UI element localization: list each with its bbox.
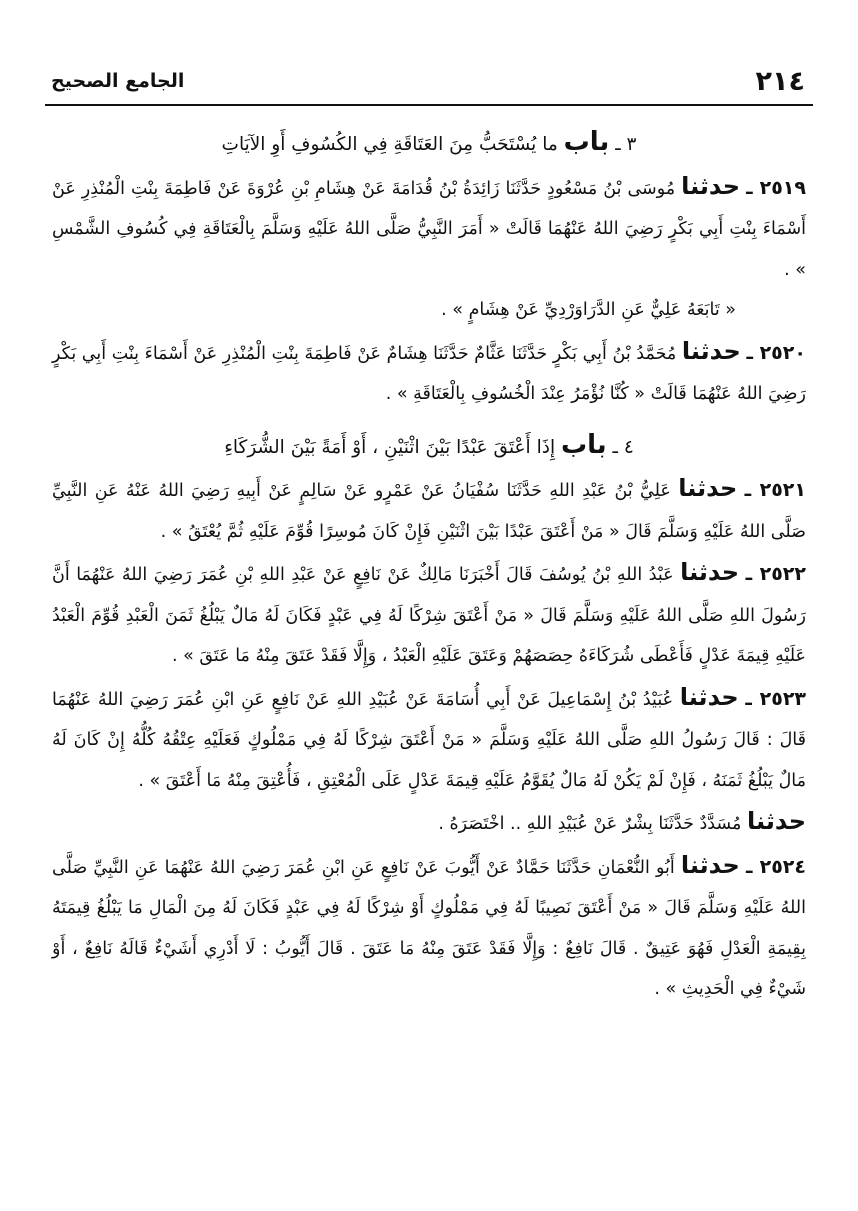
running-title: الجامع الصحيح [51, 70, 185, 92]
hadith-text: عَلِيُّ بْنُ عَبْدِ اللهِ حَدَّثَنَا سُفْيَانُ عَنْ عَمْرٍو عَنْ سَالِمٍ عَنْ أَبِيهِ رَضِيَ اللهُ عَنْهُ عَنِ النَّبِيِّ صَلَّى اللهُ عَلَيْهِ وَسَلَّمَ قَالَ « مَنْ أَعْتَقَ عَبْدًا بَيْنَ اثْنَيْنِ فَإِنْ كَانَ مُوسِرًا قُوِّمَ عَلَيْهِ ثُمَّ يُعْتَقُ » . [52, 481, 806, 542]
haddathana-mark: حدثنا [679, 682, 739, 711]
hadith-entry [52, 801, 806, 845]
chapter-label: باب [563, 127, 610, 157]
hadith-number: ٢٥١٩ ـ [746, 176, 806, 199]
hadith-entry [52, 845, 806, 1010]
hadith-number: ٢٥٢١ ـ [744, 479, 806, 501]
hadith-number: ٢٥٢٢ ـ [745, 563, 806, 585]
hadith-number: ٢٥٢٠ ـ [746, 341, 806, 364]
hadith-text: مُسَدَّدٌ حَدَّثَنَا بِشْرٌ عَنْ عُبَيْدِ اللهِ .. اخْتَصَرَهُ . [438, 814, 742, 834]
hadith-entry [52, 468, 806, 552]
hadith-entry [52, 331, 806, 415]
hadith-text: أَبُو النُّعْمَانِ حَدَّثَنَا حَمَّادٌ عَنْ أَيُّوبَ عَنْ نَافِعٍ عَنِ ابْنِ عُمَرَ رَضِيَ اللهُ عَنْهُمَا عَنِ النَّبِيِّ صَلَّى اللهُ عَلَيْهِ وَسَلَّمَ قَالَ « مَنْ أَعْتَقَ نَصِيبًا لَهُ فِي مَمْلُوكٍ أَوْ شِرْكًا لَهُ فِي عَبْدٍ فَكَانَ لَهُ مِنَ الْمَالِ مَا يَبْلُغُ قِيمَتَهُ بِقِيمَةِ الْعَدْلِ فَهُوَ عَتِيقٌ . قَالَ نَافِعٌ : وَإِلَّا فَقَدْ عَتَقَ مِنْهُ مَا عَتَقَ . قَالَ أَيُّوبُ : لَا أَدْرِي أَشَيْءٌ قَالَهُ نَافِعٌ ، أَوْ شَيْءٌ فِي الْحَدِيثِ » . [52, 857, 806, 999]
hadith-entry [52, 166, 806, 291]
hadith-text: مُوسَى بْنُ مَسْعُودٍ حَدَّثَنَا زَائِدَةُ بْنُ قُدَامَةَ عَنْ هِشَامِ بْنِ عُرْوَةَ عَنْ فَاطِمَةَ بِنْتِ الْمُنْذِرِ عَنْ أَسْمَاءَ بِنْتِ أَبِي بَكْرٍ رَضِيَ اللهُ عَنْهُمَا قَالَتْ « أَمَرَ النَّبِيُّ صَلَّى اللهُ عَلَيْهِ وَسَلَّمَ بِالْعَتَاقَةِ فِي كُسُوفِ الشَّمْسِ » . [52, 178, 806, 280]
header-rule [45, 104, 813, 106]
haddathana-mark: حدثنا [747, 807, 806, 835]
haddathana-mark: حدثنا [678, 474, 738, 502]
hadith-number: ٢٥٢٣ ـ [745, 687, 807, 710]
hadith-note [52, 290, 806, 331]
chapter-title: ما يُسْتَحَبُّ مِنَ العَتَاقَةِ فِي الكُسُوفِ أَوِ الآيَاتِ [221, 134, 558, 155]
haddathana-mark: حدثنا [681, 336, 741, 365]
haddathana-mark: حدثنا [681, 171, 741, 200]
chapter-number: ٣ ـ [615, 134, 637, 155]
chapter-label: باب [561, 429, 607, 460]
hadith-text: عَبْدُ اللهِ بْنُ يُوسُفَ قَالَ أَخْبَرَنَا مَالِكٌ عَنْ نَافِعٍ عَنْ عَبْدِ اللهِ بْنِ عُمَرَ رَضِيَ اللهُ عَنْهُمَا أَنَّ رَسُولَ اللهِ صَلَّى اللهُ عَلَيْهِ وَسَلَّمَ قَالَ « مَنْ أَعْتَقَ شِرْكًا لَهُ فِي عَبْدٍ فَكَانَ لَهُ مَالٌ يَبْلُغُ ثَمَنَ الْعَبْدِ قُوِّمَ الْعَبْدُ عَلَيْهِ قِيمَةَ عَدْلٍ فَأَعْطَى شُرَكَاءَهُ حِصَصَهُمْ وَعَتَقَ عَلَيْهِ الْعَبْدُ ، وَإِلَّا فَقَدْ عَتَقَ مِنْهُ مَا عَتَقَ » . [52, 565, 806, 666]
hadith-entry [52, 677, 806, 802]
hadith-entry [52, 552, 806, 677]
chapter-number: ٤ ـ [612, 436, 634, 458]
chapter-heading [52, 425, 806, 469]
page-header [45, 62, 813, 106]
haddathana-mark: حدثنا [680, 558, 740, 586]
page-body [52, 122, 806, 1010]
hadith-text: مُحَمَّدُ بْنُ أَبِي بَكْرٍ حَدَّثَنَا عَثَّامٌ حَدَّثَنَا هِشَامٌ عَنْ فَاطِمَةَ بِنْتِ الْمُنْذِرِ عَنْ أَسْمَاءَ بِنْتِ أَبِي بَكْرٍ رَضِيَ اللهُ عَنْهُمَا قَالَتْ « كُنَّا نُؤْمَرُ عِنْدَ الْخُسُوفِ بِالْعَتَاقَةِ » . [52, 343, 806, 404]
page-number: ٢١٤ [755, 66, 805, 97]
chapter-title: إِذَا أَعْتَقَ عَبْدًا بَيْنَ اثْنَيْنِ ، أَوْ أَمَةً بَيْنَ الشُّرَكَاءِ [224, 436, 556, 458]
hadith-number: ٢٥٢٤ ـ [745, 855, 806, 878]
haddathana-mark: حدثنا [680, 850, 740, 879]
hadith-text: عُبَيْدُ بْنُ إِسْمَاعِيلَ عَنْ أَبِي أُسَامَةَ عَنْ عُبَيْدِ اللهِ عَنْ نَافِعٍ عَنِ ابْنِ عُمَرَ رَضِيَ اللهُ عَنْهُمَا قَالَ : قَالَ رَسُولُ اللهِ صَلَّى اللهُ عَلَيْهِ وَسَلَّمَ « مَنْ أَعْتَقَ شِرْكًا لَهُ فِي مَمْلُوكٍ فَعَلَيْهِ عِتْقُهُ كُلُّهُ إِنْ كَانَ لَهُ مَالٌ يَبْلُغُ ثَمَنَهُ ، فَإِنْ لَمْ يَكُنْ لَهُ مَالٌ يُقَوَّمُ عَلَيْهِ قِيمَةَ عَدْلٍ عَلَى الْمُعْتِقِ ، فَأُعْتِقَ مِنْهُ مَا أَعْتَقَ » . [52, 689, 806, 791]
chapter-heading [52, 122, 806, 166]
note-text: « تَابَعَهُ عَلِيٌّ عَنِ الدَّرَاوَرْدِيِّ عَنْ هِشَامٍ » . [441, 300, 736, 320]
